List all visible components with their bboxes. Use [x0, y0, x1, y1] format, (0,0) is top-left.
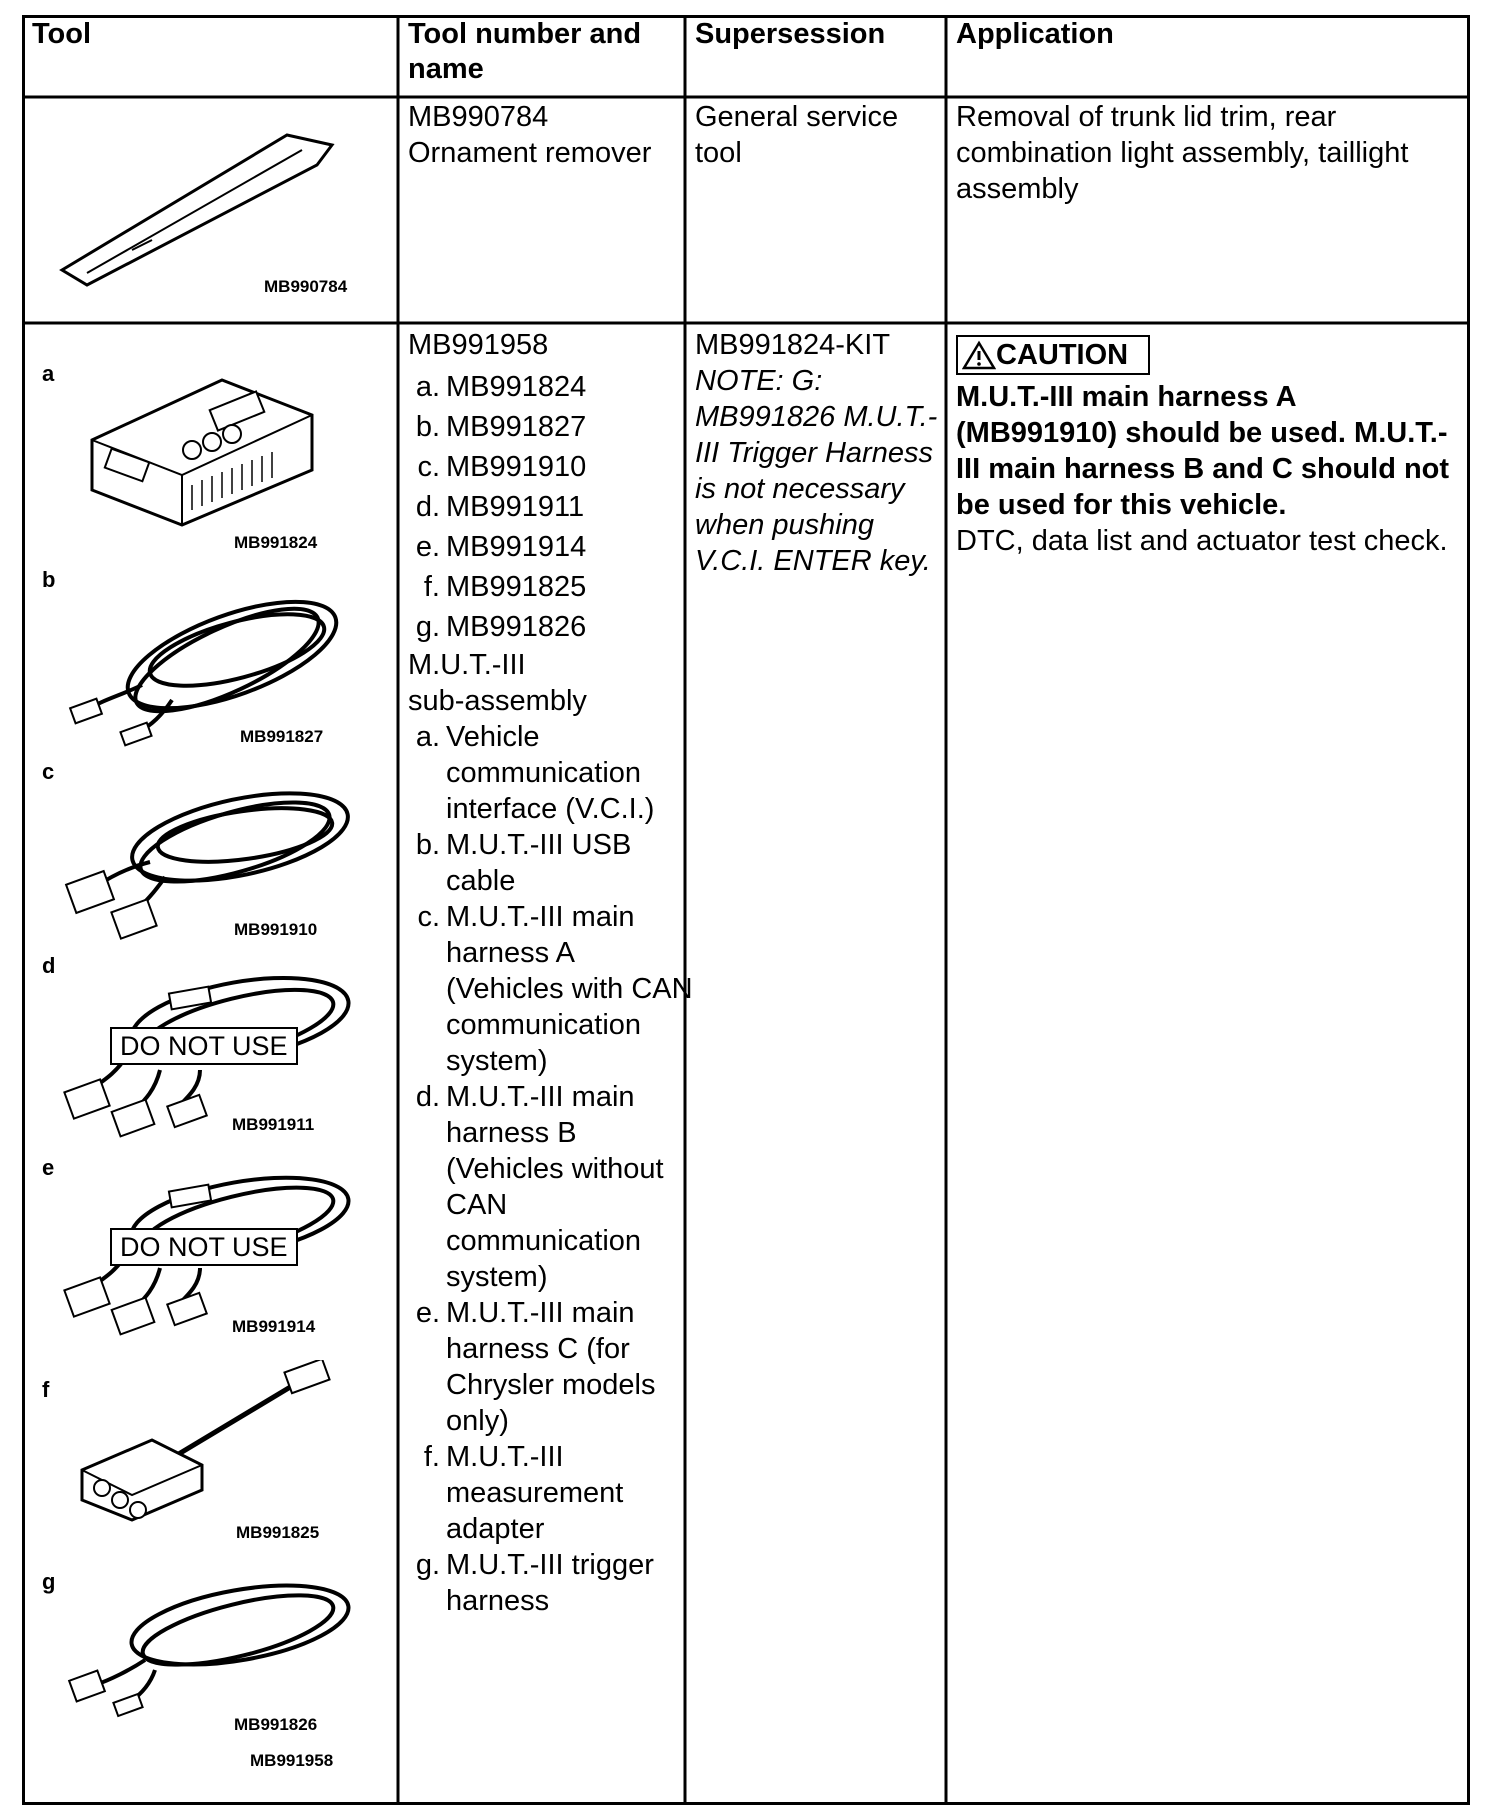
special-tools-table [22, 15, 1470, 1805]
image-caption-c: MB991910 [234, 920, 318, 939]
row1-tool-number: MB990784 [408, 101, 549, 133]
image-letter-d: d [42, 953, 56, 978]
header-supersession: Supersession [695, 18, 886, 50]
ornament-remover-icon [42, 115, 362, 295]
caution-message: M.U.T.-III main harness A (MB991910) should be used. M.U.T.-III main harness B and C should not be used for this vehicle. [956, 381, 1450, 521]
row1-tool-name: Ornament remover [408, 137, 652, 169]
row1-supersession: General service tool [695, 101, 899, 169]
list-item: d. M.U.T.-III main harness B (Vehicles without CAN communication system) [415, 1081, 664, 1293]
list-item: a. Vehicle communication interface (V.C.I.) [415, 721, 655, 825]
row2-supersession: MB991824-KIT [695, 329, 891, 361]
image-caption-d: MB991911 [232, 1115, 315, 1134]
header-tool: Tool [32, 18, 92, 50]
row2-supersession-cell [695, 327, 939, 579]
image-caption-f: MB991825 [236, 1523, 320, 1542]
caution-text-label: CAUTION [996, 339, 1129, 371]
do-not-use-label-e: DO NOT USE [110, 1228, 298, 1266]
list-item: c. M.U.T.-III main harness A (Vehicles with CAN communication system) [417, 901, 693, 1077]
image-letter-g: g [42, 1569, 56, 1594]
row2-tool-number: MB991958 [408, 329, 549, 361]
list-item: e. MB991914 [415, 531, 587, 563]
row2-application: DTC, data list and actuator test check. [956, 525, 1448, 557]
measurement-adapter-icon [62, 1360, 362, 1530]
subassembly-title-line1: M.U.T.-III [408, 649, 526, 681]
image-letter-b: b [42, 567, 56, 592]
caution-label [956, 335, 1150, 375]
image-letter-e: e [42, 1155, 55, 1180]
row1-tool-number-cell [408, 99, 678, 171]
image-letter-f: f [42, 1377, 50, 1402]
vci-unit-icon [72, 370, 332, 535]
row2-note: NOTE: G: MB991826 M.U.T.-III Trigger Harness is not necessary when pushing V.C.I. ENTER key. [695, 365, 938, 577]
list-item: d. MB991911 [415, 491, 585, 523]
list-item: c. MB991910 [417, 451, 587, 483]
row2-bottom-caption: MB991958 [250, 1751, 334, 1770]
row2-application-cell [956, 335, 1456, 559]
row2-tool-number-cell [408, 327, 693, 1619]
row1-application: Removal of trunk lid trim, rear combination light assembly, taillight assembly [956, 101, 1409, 205]
row1-image-caption: MB990784 [264, 277, 348, 296]
component-list [408, 719, 693, 1619]
list-item: a. MB991824 [415, 371, 587, 403]
warning-icon [962, 340, 996, 370]
list-item: g. MB991826 [415, 611, 587, 643]
list-item: b. M.U.T.-III USB cable [415, 829, 632, 897]
image-caption-b: MB991827 [240, 727, 324, 746]
trigger-harness-icon [60, 1570, 360, 1720]
image-caption-g: MB991826 [234, 1715, 318, 1734]
do-not-use-label-d: DO NOT USE [110, 1027, 298, 1065]
list-item: b. MB991827 [415, 411, 587, 443]
header-tool-number: Tool number and name [408, 18, 642, 85]
image-letter-a: a [42, 361, 55, 386]
image-caption-e: MB991914 [232, 1317, 316, 1336]
header-application: Application [956, 18, 1114, 50]
image-letter-c: c [42, 759, 55, 784]
list-item: e. M.U.T.-III main harness C (for Chrysler models only) [415, 1297, 656, 1437]
list-item: f. M.U.T.-III measurement adapter [423, 1441, 624, 1545]
list-item: f. MB991825 [423, 571, 587, 603]
image-caption-a: MB991824 [234, 533, 318, 552]
main-harness-icon [60, 767, 360, 942]
part-number-list [408, 367, 693, 647]
list-item: g. M.U.T.-III trigger harness [415, 1549, 654, 1617]
subassembly-title-line2: sub-assembly [408, 685, 587, 717]
